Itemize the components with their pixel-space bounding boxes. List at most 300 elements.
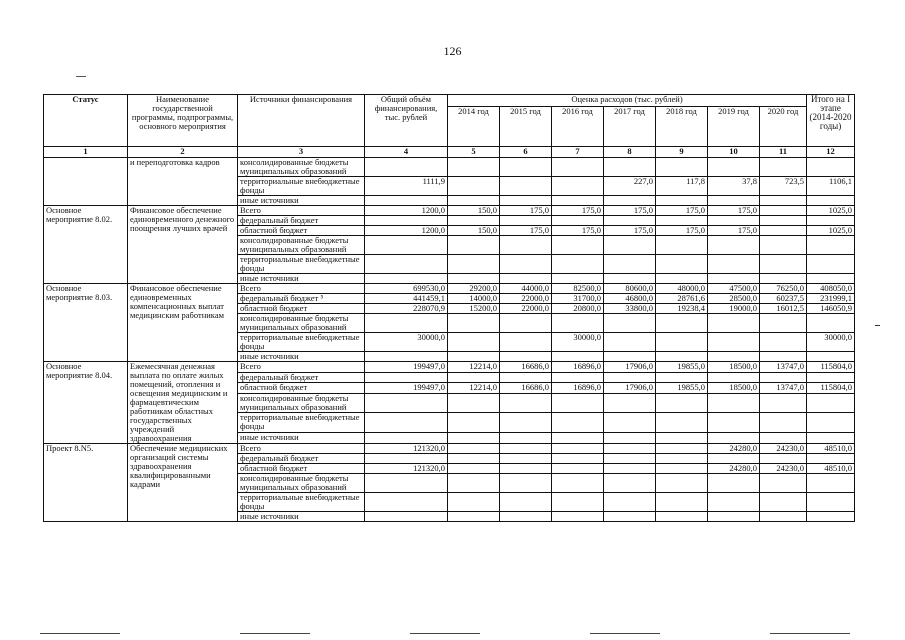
value-cell	[807, 274, 855, 284]
column-number: 6	[500, 147, 552, 158]
value-cell: 24230,0	[760, 444, 807, 454]
value-cell	[448, 177, 500, 196]
source-cell: Всего	[238, 362, 365, 373]
value-cell: 24230,0	[760, 464, 807, 474]
value-cell	[500, 216, 552, 226]
column-number: 10	[708, 147, 760, 158]
value-cell	[760, 158, 807, 177]
table-body	[44, 158, 855, 522]
value-cell	[760, 433, 807, 444]
value-cell: 14000,0	[448, 294, 500, 304]
column-number: 5	[448, 147, 500, 158]
value-cell	[760, 393, 807, 413]
table-row	[44, 362, 855, 373]
column-number: 4	[365, 147, 448, 158]
header-name: Наименование государственной программы, подпрограммы, основного мероприятия	[128, 95, 238, 147]
value-cell	[656, 464, 708, 474]
value-cell	[552, 216, 604, 226]
value-cell	[365, 433, 448, 444]
value-cell	[448, 274, 500, 284]
value-cell: 175,0	[708, 206, 760, 216]
program-name-cell: Финансовое обеспечение единовременного денежного поощрения лучших врачей	[128, 206, 238, 284]
value-cell	[500, 314, 552, 333]
value-cell	[448, 352, 500, 362]
value-cell	[807, 372, 855, 383]
value-cell: 13747,0	[760, 383, 807, 394]
value-cell	[708, 352, 760, 362]
value-cell: 175,0	[500, 226, 552, 236]
value-cell	[760, 216, 807, 226]
value-cell	[500, 433, 552, 444]
value-cell	[604, 413, 656, 433]
value-cell: 48000,0	[656, 284, 708, 294]
value-cell	[656, 352, 708, 362]
header-year: 2014 год	[448, 107, 500, 147]
value-cell: 1111,9	[365, 177, 448, 196]
source-cell: консолидированные бюджеты муниципальных образований	[238, 158, 365, 177]
value-cell: 175,0	[656, 206, 708, 216]
value-cell	[760, 493, 807, 512]
value-cell	[365, 413, 448, 433]
value-cell	[500, 444, 552, 454]
value-cell	[448, 255, 500, 274]
value-cell	[604, 255, 656, 274]
program-name-cell: и переподготовка кадров	[128, 158, 238, 206]
value-cell: 175,0	[604, 226, 656, 236]
value-cell	[807, 433, 855, 444]
value-cell	[708, 333, 760, 352]
header-year: 2019 год	[708, 107, 760, 147]
value-cell	[500, 512, 552, 522]
value-cell: 115804,0	[807, 383, 855, 394]
program-name-cell: Финансовое обеспечение единовременных компенсационных выплат медицинским работникам	[128, 284, 238, 362]
value-cell	[448, 493, 500, 512]
value-cell	[448, 393, 500, 413]
source-cell: федеральный бюджет ⁵	[238, 294, 365, 304]
header-year: 2015 год	[500, 107, 552, 147]
source-cell: федеральный бюджет	[238, 454, 365, 464]
value-cell	[500, 413, 552, 433]
value-cell	[656, 393, 708, 413]
value-cell	[656, 236, 708, 255]
value-cell: 24280,0	[708, 444, 760, 454]
value-cell	[760, 372, 807, 383]
value-cell	[604, 512, 656, 522]
value-cell	[604, 444, 656, 454]
value-cell: 117,8	[656, 177, 708, 196]
value-cell: 12214,0	[448, 362, 500, 373]
value-cell	[604, 216, 656, 226]
value-cell: 121320,0	[365, 464, 448, 474]
value-cell: 22000,0	[500, 304, 552, 314]
value-cell	[365, 512, 448, 522]
value-cell	[656, 433, 708, 444]
value-cell	[708, 433, 760, 444]
value-cell	[760, 474, 807, 493]
column-number-row	[44, 147, 855, 158]
value-cell: 175,0	[552, 226, 604, 236]
value-cell	[656, 314, 708, 333]
value-cell	[448, 444, 500, 454]
value-cell: 76250,0	[760, 284, 807, 294]
value-cell	[656, 158, 708, 177]
value-cell	[365, 352, 448, 362]
value-cell	[365, 158, 448, 177]
table-row	[44, 206, 855, 216]
value-cell	[708, 393, 760, 413]
value-cell	[708, 454, 760, 464]
value-cell	[656, 333, 708, 352]
value-cell: 146050,9	[807, 304, 855, 314]
value-cell	[552, 464, 604, 474]
value-cell: 15200,0	[448, 304, 500, 314]
value-cell	[656, 372, 708, 383]
value-cell	[552, 444, 604, 454]
value-cell: 408050,0	[807, 284, 855, 294]
value-cell	[448, 454, 500, 464]
source-cell: территориальные внебюджетные фонды	[238, 413, 365, 433]
value-cell	[604, 493, 656, 512]
value-cell: 22000,0	[500, 294, 552, 304]
source-cell: федеральный бюджет	[238, 372, 365, 383]
value-cell	[500, 474, 552, 493]
value-cell: 28761,6	[656, 294, 708, 304]
value-cell: 18500,0	[708, 362, 760, 373]
value-cell	[365, 454, 448, 464]
value-cell	[760, 236, 807, 255]
value-cell	[807, 493, 855, 512]
header-year: 2020 год	[760, 107, 807, 147]
column-number: 3	[238, 147, 365, 158]
value-cell: 17906,0	[604, 383, 656, 394]
value-cell	[708, 236, 760, 255]
status-cell	[44, 158, 128, 206]
value-cell	[448, 216, 500, 226]
value-cell	[760, 512, 807, 522]
value-cell	[500, 333, 552, 352]
value-cell: 13747,0	[760, 362, 807, 373]
value-cell	[552, 474, 604, 493]
value-cell	[807, 236, 855, 255]
value-cell: 28500,0	[708, 294, 760, 304]
value-cell: 47500,0	[708, 284, 760, 294]
value-cell: 175,0	[708, 226, 760, 236]
source-cell: областной бюджет	[238, 464, 365, 474]
value-cell: 175,0	[604, 206, 656, 216]
value-cell	[656, 196, 708, 206]
value-cell	[656, 474, 708, 493]
header-status: Статус	[44, 95, 128, 147]
source-cell: консолидированные бюджеты муниципальных образований	[238, 474, 365, 493]
value-cell: 227,0	[604, 177, 656, 196]
value-cell	[552, 236, 604, 255]
value-cell: 33800,0	[604, 304, 656, 314]
value-cell	[656, 493, 708, 512]
column-number: 1	[44, 147, 128, 158]
value-cell: 199497,0	[365, 362, 448, 373]
value-cell: 1025,0	[807, 206, 855, 216]
value-cell: 1106,1	[807, 177, 855, 196]
value-cell: 30000,0	[365, 333, 448, 352]
value-cell: 175,0	[552, 206, 604, 216]
header-total: Общий объём финансирования, тыс. рублей	[365, 95, 448, 147]
source-cell: федеральный бюджет	[238, 216, 365, 226]
value-cell	[760, 206, 807, 216]
value-cell	[448, 158, 500, 177]
value-cell: 228070,9	[365, 304, 448, 314]
value-cell	[552, 413, 604, 433]
value-cell	[604, 158, 656, 177]
value-cell	[604, 433, 656, 444]
value-cell: 19855,0	[656, 362, 708, 373]
source-cell: областной бюджет	[238, 383, 365, 394]
source-cell: консолидированные бюджеты муниципальных образований	[238, 236, 365, 255]
value-cell	[656, 255, 708, 274]
value-cell	[760, 454, 807, 464]
value-cell	[552, 352, 604, 362]
column-number: 9	[656, 147, 708, 158]
value-cell	[604, 454, 656, 464]
value-cell	[807, 158, 855, 177]
value-cell	[448, 236, 500, 255]
source-cell: консолидированные бюджеты муниципальных образований	[238, 314, 365, 333]
value-cell	[656, 216, 708, 226]
source-cell: иные источники	[238, 433, 365, 444]
value-cell: 29200,0	[448, 284, 500, 294]
value-cell	[552, 274, 604, 284]
value-cell: 82500,0	[552, 284, 604, 294]
value-cell	[448, 196, 500, 206]
value-cell	[552, 393, 604, 413]
source-cell: территориальные внебюджетные фонды	[238, 255, 365, 274]
source-cell: Всего	[238, 206, 365, 216]
header-year: 2016 год	[552, 107, 604, 147]
source-cell: иные источники	[238, 196, 365, 206]
value-cell: 121320,0	[365, 444, 448, 454]
value-cell: 1200,0	[365, 206, 448, 216]
value-cell	[760, 274, 807, 284]
value-cell: 18500,0	[708, 383, 760, 394]
value-cell	[604, 314, 656, 333]
value-cell	[807, 314, 855, 333]
value-cell	[760, 413, 807, 433]
value-cell: 175,0	[656, 226, 708, 236]
value-cell	[656, 454, 708, 464]
value-cell	[448, 433, 500, 444]
source-cell: иные источники	[238, 352, 365, 362]
value-cell	[500, 372, 552, 383]
value-cell	[708, 216, 760, 226]
value-cell	[552, 493, 604, 512]
value-cell	[604, 464, 656, 474]
value-cell: 80600,0	[604, 284, 656, 294]
value-cell: 699530,0	[365, 284, 448, 294]
value-cell	[500, 454, 552, 464]
column-number: 11	[760, 147, 807, 158]
value-cell	[448, 333, 500, 352]
value-cell	[656, 512, 708, 522]
value-cell: 48510,0	[807, 444, 855, 454]
value-cell	[708, 413, 760, 433]
header-itogo: Итого на I этапе (2014-2020 годы)	[807, 95, 855, 147]
value-cell	[807, 474, 855, 493]
value-cell: 723,5	[760, 177, 807, 196]
status-cell: Основное мероприятие 8.04.	[44, 362, 128, 444]
value-cell	[365, 236, 448, 255]
value-cell	[448, 413, 500, 433]
value-cell	[708, 372, 760, 383]
value-cell	[552, 454, 604, 464]
table-row	[44, 284, 855, 294]
value-cell	[708, 255, 760, 274]
value-cell: 37,8	[708, 177, 760, 196]
column-number: 8	[604, 147, 656, 158]
header-sources: Источники финансирования	[238, 95, 365, 147]
column-number: 7	[552, 147, 604, 158]
value-cell	[656, 274, 708, 284]
value-cell: 30000,0	[807, 333, 855, 352]
value-cell	[807, 393, 855, 413]
value-cell: 46800,0	[604, 294, 656, 304]
value-cell	[552, 433, 604, 444]
value-cell	[365, 196, 448, 206]
value-cell: 16686,0	[500, 383, 552, 394]
table-header	[44, 95, 855, 158]
program-name-cell: Ежемесячная денежная выплата по оплате жилых помещений, отопления и освещения медицинским и фармацевтическим работникам областных государственных учреждений здравоохранения	[128, 362, 238, 444]
value-cell: 441459,1	[365, 294, 448, 304]
value-cell	[552, 255, 604, 274]
value-cell	[500, 352, 552, 362]
value-cell	[604, 474, 656, 493]
value-cell: 60237,5	[760, 294, 807, 304]
source-cell: территориальные внебюджетные фонды	[238, 333, 365, 352]
value-cell	[500, 464, 552, 474]
column-number: 12	[807, 147, 855, 158]
value-cell	[760, 333, 807, 352]
value-cell	[365, 474, 448, 493]
margin-mark	[875, 325, 880, 326]
value-cell	[604, 196, 656, 206]
value-cell: 16012,5	[760, 304, 807, 314]
value-cell: 175,0	[500, 206, 552, 216]
value-cell: 19238,4	[656, 304, 708, 314]
value-cell	[807, 196, 855, 206]
value-cell	[448, 512, 500, 522]
source-cell: Всего	[238, 284, 365, 294]
value-cell	[760, 314, 807, 333]
value-cell: 31700,0	[552, 294, 604, 304]
value-cell: 19000,0	[708, 304, 760, 314]
value-cell	[604, 352, 656, 362]
financing-table	[43, 94, 855, 522]
footer-lines	[0, 633, 905, 635]
value-cell	[448, 464, 500, 474]
value-cell	[552, 512, 604, 522]
value-cell	[708, 512, 760, 522]
source-cell: Всего	[238, 444, 365, 454]
value-cell	[708, 158, 760, 177]
value-cell: 199497,0	[365, 383, 448, 394]
value-cell	[760, 196, 807, 206]
value-cell	[365, 393, 448, 413]
value-cell	[604, 236, 656, 255]
source-cell: территориальные внебюджетные фонды	[238, 493, 365, 512]
value-cell	[807, 413, 855, 433]
value-cell: 16896,0	[552, 362, 604, 373]
status-cell: Основное мероприятие 8.02.	[44, 206, 128, 284]
source-cell: территориальные внебюджетные фонды	[238, 177, 365, 196]
value-cell	[448, 372, 500, 383]
value-cell	[807, 454, 855, 464]
value-cell	[500, 236, 552, 255]
value-cell: 24280,0	[708, 464, 760, 474]
value-cell	[448, 314, 500, 333]
value-cell	[500, 255, 552, 274]
source-cell: иные источники	[238, 512, 365, 522]
status-cell: Основное мероприятие 8.03.	[44, 284, 128, 362]
value-cell	[760, 352, 807, 362]
value-cell	[552, 177, 604, 196]
header-year: 2017 год	[604, 107, 656, 147]
source-cell: областной бюджет	[238, 304, 365, 314]
value-cell	[448, 474, 500, 493]
value-cell: 1025,0	[807, 226, 855, 236]
value-cell	[552, 314, 604, 333]
value-cell	[500, 493, 552, 512]
value-cell	[604, 274, 656, 284]
value-cell	[604, 393, 656, 413]
value-cell: 44000,0	[500, 284, 552, 294]
column-number: 2	[128, 147, 238, 158]
program-name-cell: Обеспечение медицинских организаций системы здравоохранения квалифицированными кадрами	[128, 444, 238, 522]
table-row	[44, 444, 855, 454]
value-cell	[708, 493, 760, 512]
source-cell: областной бюджет	[238, 226, 365, 236]
header-estimate: Оценка расходов (тыс. рублей)	[448, 95, 807, 107]
value-cell: 16686,0	[500, 362, 552, 373]
value-cell	[365, 314, 448, 333]
value-cell: 150,0	[448, 226, 500, 236]
value-cell	[365, 274, 448, 284]
value-cell	[365, 255, 448, 274]
value-cell	[807, 512, 855, 522]
value-cell	[708, 474, 760, 493]
value-cell	[604, 333, 656, 352]
value-cell: 12214,0	[448, 383, 500, 394]
value-cell: 19855,0	[656, 383, 708, 394]
value-cell	[807, 352, 855, 362]
value-cell	[708, 274, 760, 284]
value-cell	[365, 493, 448, 512]
value-cell	[552, 196, 604, 206]
value-cell	[760, 255, 807, 274]
value-cell	[500, 158, 552, 177]
value-cell	[552, 158, 604, 177]
value-cell: 17906,0	[604, 362, 656, 373]
table-row	[44, 158, 855, 177]
value-cell: 30000,0	[552, 333, 604, 352]
value-cell	[500, 196, 552, 206]
value-cell	[552, 372, 604, 383]
header-year: 2018 год	[656, 107, 708, 147]
value-cell: 1200,0	[365, 226, 448, 236]
value-cell	[604, 372, 656, 383]
value-cell	[500, 177, 552, 196]
source-cell: иные источники	[238, 274, 365, 284]
value-cell: 231999,1	[807, 294, 855, 304]
value-cell	[807, 216, 855, 226]
value-cell: 16896,0	[552, 383, 604, 394]
